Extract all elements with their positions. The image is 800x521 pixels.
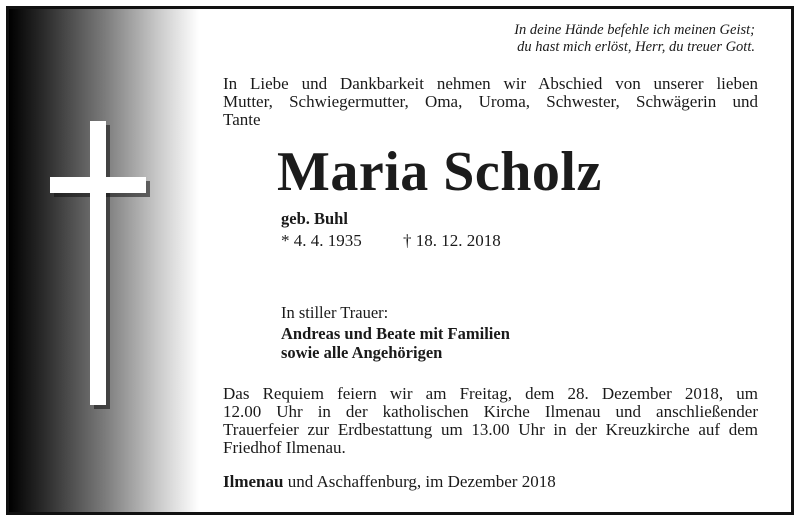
service-line-1: Das Requiem feiern wir am Freitag, dem 28. Dezember 2018, um: [223, 384, 758, 403]
birth-date: * 4. 4. 1935: [281, 231, 362, 250]
verse-line-1: In deine Hände befehle ich meinen Geist;: [514, 22, 755, 38]
mourning-label: In stiller Trauer:: [281, 303, 389, 322]
verse-line-2: du hast mich erlöst, Herr, du treuer Gott.: [517, 39, 755, 55]
mourners-line-1: Andreas und Beate mit Familien: [281, 324, 510, 343]
service-line-4: Friedhof Ilmenau.: [223, 438, 346, 457]
service-line-3: Trauerfeier zur Erdbestattung um 13.00 Uhr in der Kreuzkirche auf dem: [223, 420, 758, 439]
cross-icon: [50, 121, 150, 409]
intro-text: [223, 75, 758, 129]
bible-verse: [425, 22, 755, 56]
signoff-place: Ilmenau: [223, 472, 284, 491]
mourners-list: [281, 324, 510, 362]
death-date: † 18. 12. 2018: [403, 231, 501, 250]
intro-line-2: Mutter, Schwiegermutter, Oma, Uroma, Schwester, Schwägerin und: [223, 92, 758, 111]
intro-line-3: Tante: [223, 110, 261, 129]
signoff: [223, 472, 556, 492]
signoff-rest: und Aschaffenburg, im Dezember 2018: [283, 472, 556, 491]
mourners-line-2: sowie alle Angehörigen: [281, 343, 443, 362]
intro-line-1: In Liebe und Dankbarkeit nehmen wir Abschied von unserer lieben: [223, 74, 758, 93]
service-details: [223, 385, 758, 457]
maiden-name: geb. Buhl: [281, 209, 348, 228]
deceased-name: Maria Scholz: [277, 141, 602, 203]
obituary-notice: [6, 6, 794, 515]
gradient-side-band: [9, 9, 199, 512]
service-line-2: 12.00 Uhr in der katholischen Kirche Ilmenau und anschließender: [223, 402, 758, 421]
